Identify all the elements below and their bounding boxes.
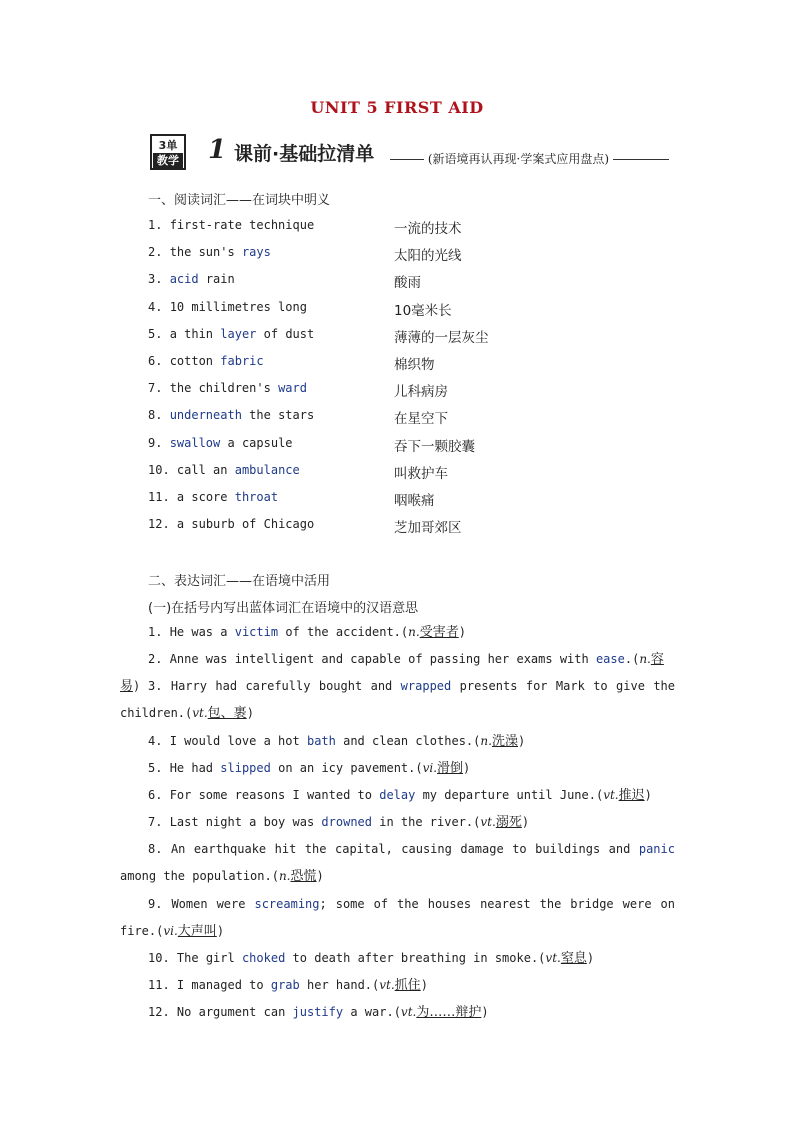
key-word: grab — [270, 978, 300, 992]
sentence-row — [120, 673, 675, 727]
item-number: 9. — [148, 435, 163, 450]
sentence-text: I would love a hot — [169, 734, 300, 748]
answer-text: 容易 — [120, 652, 664, 694]
sentence-text: .( — [624, 652, 640, 666]
item-number: 10. — [148, 951, 170, 965]
part1-heading: 一、阅读词汇——在词块中明义 — [148, 193, 331, 208]
answer-text: 窒息 — [560, 951, 587, 966]
item-number: 3. — [148, 272, 163, 287]
vocab-row — [148, 381, 668, 401]
sentence-text: to death after breathing in smoke.( — [292, 951, 546, 965]
closing-paren: ) — [133, 679, 141, 693]
key-word: panic — [638, 842, 675, 856]
item-number: 7. — [148, 815, 163, 829]
key-word: wrapped — [400, 679, 452, 693]
phrase-text: a score — [176, 490, 228, 504]
sentence-text: No argument can — [176, 1005, 286, 1019]
item-number: 1. — [148, 625, 163, 639]
vocab-chinese: 棉织物 — [394, 357, 435, 373]
sentence-text: among the population.( — [120, 869, 279, 883]
part-of-speech: vi. — [163, 924, 178, 938]
sentence-text: The girl — [176, 951, 235, 965]
sentence-text: I managed to — [176, 978, 264, 992]
item-number: 2. — [148, 652, 163, 666]
part-of-speech: vt. — [480, 815, 496, 829]
answer-text: 滑倒 — [437, 761, 464, 776]
item-number: 5. — [148, 761, 163, 775]
sentence-text: Anne was intelligent and capable of passing her exams with — [169, 652, 589, 666]
key-word: ward — [278, 381, 307, 396]
key-word: swallow — [169, 435, 221, 450]
sentence-text: a war.( — [350, 1005, 401, 1019]
vocab-row — [148, 354, 668, 374]
vocab-english — [148, 381, 307, 395]
badge-top-text: 3单 — [158, 139, 178, 152]
vocab-english — [148, 354, 264, 368]
closing-paren: ) — [463, 761, 471, 775]
part-of-speech: vi. — [422, 761, 438, 775]
sentence-text: her hand.( — [307, 978, 380, 992]
part2-heading: 二、表达词汇——在语境中活用 — [148, 574, 331, 589]
vocab-row — [148, 218, 668, 238]
answer-text: 溺死 — [495, 815, 522, 830]
section-subtitle: (新语境再认再现·学案式应用盘点) — [427, 152, 610, 166]
answer-text: 恐慌 — [290, 869, 317, 884]
vocab-english — [148, 517, 314, 531]
key-word: acid — [169, 272, 199, 287]
part-of-speech: vt. — [400, 1005, 417, 1019]
vocab-row — [148, 436, 668, 456]
sentence-text: in the river.( — [379, 815, 481, 829]
answer-text: 包、裹 — [207, 706, 247, 721]
sentence-text: ; some of the houses nearest the bridge were on fire.( — [120, 897, 675, 938]
vocab-chinese: 在星空下 — [394, 411, 448, 428]
vocab-english — [148, 300, 307, 314]
item-number: 4. — [148, 734, 163, 748]
answer-text: 抓住 — [394, 978, 421, 993]
closing-paren: ) — [316, 869, 324, 883]
vocab-chinese: 叫救护车 — [394, 465, 448, 482]
vocab-chinese: 酸雨 — [394, 275, 421, 292]
part-of-speech: n. — [480, 734, 492, 748]
phrase-text: a suburb of Chicago — [176, 517, 315, 532]
closing-paren: ) — [481, 1005, 489, 1019]
part-of-speech: vt. — [192, 706, 208, 720]
vocab-chinese: 吞下一颗胶囊 — [394, 438, 475, 455]
vocab-chinese: 咽喉痛 — [394, 493, 435, 509]
vocab-row — [148, 490, 668, 510]
item-number: 8. — [148, 408, 163, 423]
vocab-row — [148, 327, 668, 347]
item-number: 10. — [148, 462, 170, 477]
section-title: 课前·基础拉清单 — [234, 143, 375, 165]
part-of-speech: n. — [408, 625, 420, 639]
key-word: slipped — [220, 761, 271, 775]
item-number: 12. — [148, 517, 170, 532]
sentence-text: presents for Mark to give the children.( — [120, 679, 676, 720]
section-subtitle-row — [390, 150, 708, 167]
vocab-english — [148, 272, 235, 286]
answer-text: 受害者 — [419, 625, 459, 640]
phrase-text: cotton — [169, 354, 214, 368]
lesson-badge — [150, 134, 186, 170]
phrase-text: the children's — [169, 381, 271, 396]
key-word: underneath — [169, 408, 242, 423]
sentence-text: Last night a boy was — [169, 815, 315, 829]
sentence-text: Women were — [171, 897, 246, 911]
phrase-text: 10 millimetres long — [169, 299, 307, 314]
sentence-row — [120, 755, 675, 782]
vocab-row — [148, 245, 668, 265]
item-number: 11. — [148, 490, 170, 504]
sentence-text: my departure until June.( — [422, 788, 604, 802]
vocab-english — [148, 245, 271, 259]
rule-left — [390, 159, 424, 160]
sentence-row — [120, 728, 675, 755]
closing-paren: ) — [644, 788, 652, 802]
vocab-english — [148, 490, 278, 504]
vocab-row — [148, 517, 668, 537]
vocab-english — [148, 463, 300, 477]
closing-paren: ) — [246, 706, 254, 720]
answer-text: 为……辩护 — [416, 1005, 482, 1020]
sentence-text: of the accident.( — [285, 625, 409, 639]
phrase-text: the sun's — [169, 245, 235, 260]
part2-subheading: (一)在括号内写出蓝体词汇在语境中的汉语意思 — [148, 601, 419, 616]
closing-paren: ) — [458, 625, 466, 639]
phrase-text: of dust — [263, 326, 315, 341]
phrase-text: the stars — [249, 408, 315, 423]
item-number: 2. — [148, 245, 163, 260]
vocab-chinese: 儿科病房 — [394, 384, 448, 401]
vocab-english — [148, 327, 314, 341]
section-banner — [150, 133, 708, 177]
sentence-text: He was a — [169, 625, 228, 639]
vocab-row — [148, 272, 668, 292]
part-of-speech: n. — [278, 869, 291, 883]
closing-paren: ) — [216, 924, 225, 938]
key-word: choked — [241, 951, 286, 965]
sentence-row — [120, 836, 675, 890]
answer-text: 洗澡 — [491, 734, 518, 749]
sentence-row — [120, 891, 675, 945]
item-number: 1. — [148, 218, 163, 232]
key-word: victim — [234, 625, 279, 639]
item-number: 4. — [148, 299, 163, 314]
vocab-english — [148, 436, 293, 450]
item-number: 7. — [148, 381, 163, 396]
rule-right — [613, 159, 669, 160]
key-word: justify — [292, 1005, 344, 1019]
key-word: delay — [379, 788, 416, 802]
closing-paren: ) — [521, 815, 530, 829]
closing-paren: ) — [420, 978, 428, 992]
sentence-text: on an icy pavement.( — [278, 761, 423, 775]
vocab-row — [148, 463, 668, 483]
vocab-chinese: 一流的技术 — [394, 221, 462, 237]
section-number: 1 — [208, 135, 227, 165]
vocab-chinese: 10毫米长 — [394, 302, 452, 319]
vocab-row — [148, 300, 668, 320]
sentence-row — [120, 972, 675, 999]
phrase-text: a capsule — [227, 435, 293, 450]
sentence-row — [120, 809, 675, 836]
vocab-english — [148, 408, 314, 422]
item-number: 3. — [148, 679, 163, 693]
part-of-speech: vt. — [379, 978, 395, 992]
vocab-chinese: 芝加哥郊区 — [394, 520, 462, 537]
sentence-row — [120, 782, 675, 809]
badge-bottom-text: 教学 — [153, 153, 183, 168]
sentence-text: and clean clothes.( — [343, 734, 481, 748]
phrase-text: first-rate technique — [169, 218, 315, 232]
key-word: layer — [220, 326, 257, 341]
phrase-text: rain — [205, 272, 235, 287]
sentence-row — [120, 619, 675, 646]
sentence-row — [120, 999, 675, 1026]
item-number: 9. — [148, 897, 163, 911]
vocab-chinese: 太阳的光线 — [394, 248, 462, 265]
item-number: 5. — [148, 326, 163, 341]
key-word: screaming — [254, 897, 320, 911]
key-word: ease — [595, 652, 625, 666]
key-word: throat — [234, 490, 279, 504]
sentence-text: An earthquake hit the capital, causing damage to buildings and — [170, 842, 631, 856]
page-title: UNIT 5 FIRST AID — [310, 98, 484, 117]
key-word: bath — [306, 734, 336, 748]
part-of-speech: vt. — [545, 951, 561, 965]
closing-paren: ) — [517, 734, 526, 748]
vocab-chinese: 薄薄的一层灰尘 — [394, 329, 489, 346]
key-word: drowned — [321, 815, 372, 829]
key-word: ambulance — [234, 462, 300, 477]
sentence-text: Harry had carefully bought and — [170, 679, 393, 693]
sentence-text: He had — [169, 761, 214, 775]
item-number: 8. — [148, 842, 163, 856]
vocab-row — [148, 408, 668, 428]
key-word: rays — [241, 245, 271, 260]
phrase-text: call an — [176, 462, 228, 477]
item-number: 12. — [148, 1005, 170, 1019]
part-of-speech: n. — [639, 652, 651, 666]
part-of-speech: vt. — [603, 788, 619, 802]
vocab-english — [148, 218, 314, 232]
sentence-row — [120, 945, 675, 972]
item-number: 6. — [148, 354, 163, 368]
answer-text: 大声叫 — [177, 924, 217, 939]
closing-paren: ) — [586, 951, 595, 965]
item-number: 6. — [148, 788, 163, 802]
sentence-text: For some reasons I wanted to — [169, 788, 372, 802]
phrase-text: a thin — [169, 326, 214, 341]
answer-text: 推迟 — [618, 788, 645, 803]
key-word: fabric — [220, 354, 264, 368]
item-number: 11. — [148, 978, 170, 992]
